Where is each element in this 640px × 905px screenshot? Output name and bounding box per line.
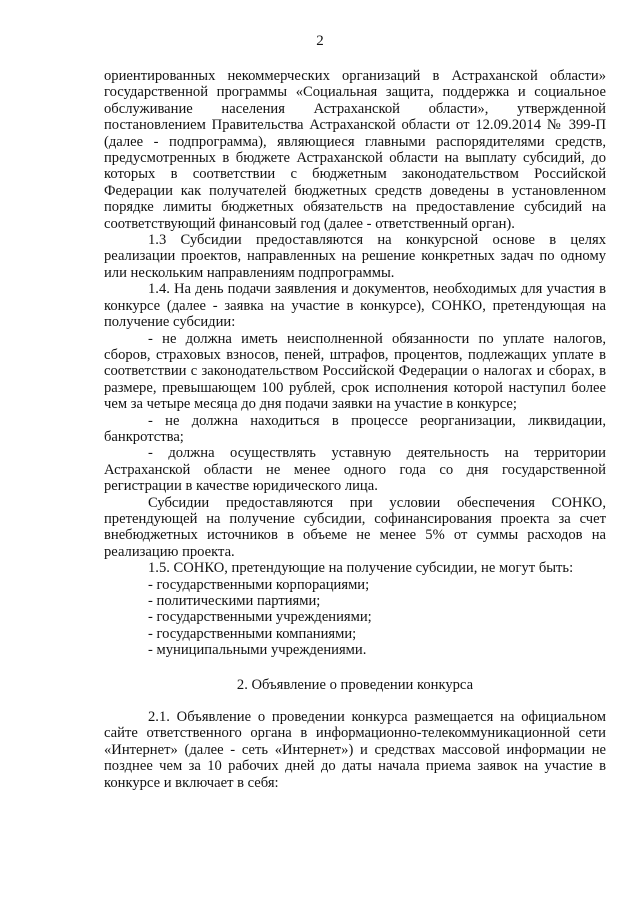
list-item-statutory-activity: - должна осуществлять уставную деятельность на территории Астраханской области не менее одного года со дня государственной регистрации в качестве юридического лица. [104, 445, 606, 495]
paragraph-1-4: 1.4. На день подачи заявления и документов, необходимых для участия в конкурсе (далее - заявка на участие в конкурсе), СОНКО, претендующая на получение субсидии: [104, 281, 606, 331]
paragraph-1-5: 1.5. СОНКО, претендующие на получение субсидии, не могут быть: [148, 560, 574, 577]
section-title: 2. Объявление о проведении конкурса [236, 676, 474, 693]
paragraph-2-1: 2.1. Объявление о проведении конкурса размещается на официальном сайте ответственного органа в информационно-телекоммуникационной сети «Интернет» (далее - сеть «Интернет») и средствах массовой информации не позднее чем за 10 рабочих дней до даты начала приема заявок на участие в конкурсе и включает в себя: [104, 709, 606, 791]
list-item-state-companies: - государственными компаниями; [148, 625, 357, 642]
paragraph-continuation: ориентированных некоммерческих организаций в Астраханской области» государственной программы «Социальная защита, поддержка и социальное обслуживание населения Астраханской области», утвержденной постановлением Правительства Астраханской области от 12.09.2014 № 399-П (далее - подпрограмма), являющиеся главными распорядителями средств, предусмотренных в бюджете Астраханской области на выплату субсидий, до которых в соответствии с бюджетным законодательством Российской Федерации как получателей бюджетных средств доведены в установленном порядке лимиты бюджетных обязательств на предоставление субсидий на соответствующий финансовый год (далее - ответственный орган). [104, 68, 606, 232]
paragraph-1-3: 1.3 Субсидии предоставляются на конкурсной основе в целях реализации проектов, направленных на решение конкретных задач по одному или нескольким направлениям подпрограммы. [104, 232, 606, 281]
page-number: 2 [316, 33, 324, 49]
paragraph-cofinancing: Субсидии предоставляются при условии обеспечения СОНКО, претендующей на получение субсидии, софинансирования проекта за счет внебюджетных источников в объеме не менее 5% от суммы расходов на реализацию проекта. [104, 494, 606, 560]
list-item-reorganization: - не должна находиться в процессе реорганизации, ликвидации, банкротства; [104, 412, 606, 445]
list-item-state-institutions: - государственными учреждениями; [148, 609, 372, 626]
list-item-municipal-institutions: - муниципальными учреждениями. [148, 642, 367, 659]
list-item-political-parties: - политическими партиями; [148, 593, 321, 609]
document-body [104, 68, 606, 791]
list-item-tax-obligation: - не должна иметь неисполненной обязанности по уплате налогов, сборов, страховых взносов, пеней, штрафов, процентов, подлежащих уплате в соответствии с законодательством Российской Федерации о налогах и сборах, в размере, превышающем 100 рублей, срок исполнения которой наступил более чем за четыре месяца до дня подачи заявки на участие в конкурсе; [104, 330, 606, 413]
list-item-state-corporations: - государственными корпорациями; [148, 576, 370, 593]
